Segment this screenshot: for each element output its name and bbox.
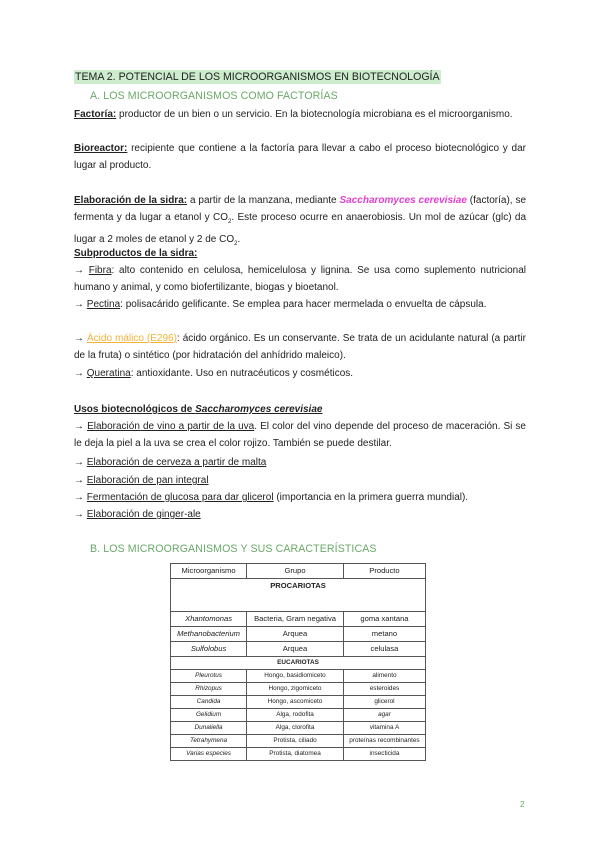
table-row	[171, 642, 426, 657]
table-cell: Hongo, zigomiceto	[247, 683, 344, 696]
table-cell: metano	[343, 627, 425, 642]
bioreactor-paragraph	[74, 140, 526, 174]
arrow-icon: →	[74, 421, 88, 432]
queratina-term: Queratina	[86, 368, 131, 379]
table-cell: Sulfolobus	[171, 642, 247, 657]
arrow-icon: →	[74, 333, 87, 344]
vino-text: . El color del vino depende del proceso de maceración. Si se le deja la piel a la uva se crea el color rojizo. También se puede destilar.	[74, 421, 526, 449]
table-cell: Arquea	[247, 627, 344, 642]
cerveza-term: Elaboración de cerveza a partir de malta	[86, 457, 267, 468]
table-row	[171, 748, 426, 761]
table-cell: Rhizopus	[171, 683, 247, 696]
table-cell: proteínas recombinantes	[343, 735, 425, 748]
cerveza-item	[74, 454, 526, 471]
arrow-icon: →	[74, 492, 87, 503]
acido-item	[74, 330, 526, 364]
subproductos-heading	[74, 245, 526, 262]
table-cell: Bacteria, Gram negativa	[247, 612, 344, 627]
procariotas-label: PROCARIOTAS	[171, 579, 426, 612]
page-title: TEMA 2. POTENCIAL DE LOS MICROORGANISMOS EN BIOTECNOLOGÍA	[75, 71, 440, 83]
bioreactor-text: recipiente que contiene a la factoría para llevar a cabo el proceso biotecnológico y dar lugar al producto.	[74, 143, 526, 171]
table-header-row	[171, 564, 426, 579]
section-a-heading: A. LOS MICROORGANISMOS COMO FACTORÍAS	[90, 90, 338, 102]
sidra-organism: Saccharomyces cerevisiae	[339, 195, 467, 206]
page-number: 2	[520, 800, 525, 809]
table-row	[171, 696, 426, 709]
table-cell: Protista, diatomea	[247, 748, 344, 761]
arrow-icon: →	[74, 475, 87, 486]
table-cell: celulasa	[343, 642, 425, 657]
table-row	[171, 670, 426, 683]
table-cell: goma xantana	[343, 612, 425, 627]
fibra-term: Fibra	[88, 265, 112, 276]
table-cell: Tetrahymena	[171, 735, 247, 748]
queratina-text: : antioxidante. Uso en nutracéuticos y cosméticos.	[130, 368, 354, 379]
acido-term: Ácido málico (E296)	[87, 333, 177, 344]
pectina-item	[74, 296, 526, 313]
table-header: Grupo	[247, 564, 344, 579]
table-cell: Hongo, ascomiceto	[247, 696, 344, 709]
glicerol-item	[74, 489, 526, 506]
factoria-term: Factoría:	[74, 109, 117, 120]
table-row	[171, 612, 426, 627]
arrow-icon: →	[74, 299, 87, 310]
table-row	[171, 627, 426, 642]
table-row	[171, 735, 426, 748]
table-cell: Methanobacterium	[171, 627, 247, 642]
table-cell: vitamina A	[343, 722, 425, 735]
sidra-text-3: . Este proceso ocurre en anaerobiosis. Un mol de azúcar (glc) da lugar a 2 moles de etanol y 2 de CO	[74, 212, 527, 245]
ginger-item	[74, 506, 526, 523]
sidra-term: Elaboración de la sidra:	[74, 195, 188, 206]
table-cell: Arquea	[247, 642, 344, 657]
table-row	[171, 683, 426, 696]
table-cell: Candida	[171, 696, 247, 709]
table-cell: esteroides	[343, 683, 425, 696]
fibra-item	[74, 262, 526, 296]
glicerol-term: Fermentación de glucosa para dar glicerol	[86, 492, 274, 503]
factoria-text: productor de un bien o un servicio. En la biotecnología microbiana es el microorganismo.	[116, 109, 513, 120]
table-cell: Pleurotus	[171, 670, 247, 683]
vino-term: Elaboración de vino a partir de la uva	[87, 421, 255, 432]
eucariotas-group-row	[171, 657, 426, 670]
table-cell: alimento	[343, 670, 425, 683]
queratina-item	[74, 365, 526, 382]
usos-heading	[74, 401, 526, 418]
sidra-text-4: .	[237, 234, 241, 245]
sidra-text-2: (factoría), se fermenta y da lugar a etanol y CO	[74, 195, 527, 223]
table-cell: Varias especies	[171, 748, 247, 761]
table-cell: Xhantomonas	[171, 612, 247, 627]
arrow-icon: →	[74, 509, 87, 520]
pan-term: Elaboración de pan integral	[86, 475, 209, 486]
table-cell: Hongo, basidiomiceto	[247, 670, 344, 683]
table-header: Microorganismo	[171, 564, 247, 579]
pectina-term: Pectina	[86, 299, 121, 310]
pan-item	[74, 472, 526, 489]
table-header: Producto	[343, 564, 425, 579]
usos-heading-organism: Saccharomyces cerevisiae	[195, 404, 323, 415]
sidra-text-1: a partir de la manzana, mediante	[187, 195, 340, 206]
table-cell: Alga, rodofita	[247, 709, 344, 722]
table-cell: insecticida	[343, 748, 425, 761]
table-cell: Protista, ciliado	[247, 735, 344, 748]
arrow-icon: →	[74, 368, 87, 379]
table-row	[171, 709, 426, 722]
acido-text: : ácido orgánico. Es un conservante. Se trata de un acidulante natural (a partir de la fruta) o sintético (por hidratación del anhídrido maleico).	[74, 333, 527, 361]
section-b-heading: B. LOS MICROORGANISMOS Y SUS CARACTERÍSTICAS	[90, 543, 377, 555]
bioreactor-term: Bioreactor:	[74, 143, 128, 154]
table-cell: agar	[343, 709, 425, 722]
table-cell: glicerol	[343, 696, 425, 709]
factoria-paragraph	[74, 106, 526, 123]
table-cell: Alga, clorofita	[247, 722, 344, 735]
arrow-icon: →	[74, 265, 89, 276]
sidra-paragraph	[74, 192, 526, 253]
subproductos-heading-text: Subproductos de la sidra:	[74, 248, 198, 259]
ginger-term: Elaboración de ginger-ale	[86, 509, 201, 520]
glicerol-text: (importancia en la primera guerra mundial).	[273, 492, 469, 503]
table-cell: Dunaliella	[171, 722, 247, 735]
table-row	[171, 722, 426, 735]
sidra-sub-2: 2	[234, 241, 238, 247]
sidra-sub-1: 2	[228, 219, 232, 225]
procariotas-group-row	[171, 579, 426, 612]
vino-item	[74, 418, 526, 452]
eucariotas-label: EUCARIOTAS	[171, 657, 426, 670]
fibra-text: : alto contenido en celulosa, hemicelulosa y lignina. Se usa como suplemento nutricional humano y animal, y como biofertilizante, biogas y bioetanol.	[74, 265, 527, 293]
arrow-icon: →	[74, 457, 87, 468]
usos-heading-text: Usos biotecnológicos de	[74, 404, 196, 415]
microorganisms-table	[170, 563, 426, 761]
table-cell: Gelidium	[171, 709, 247, 722]
pectina-text: : polisacárido gelificante. Se emplea para hacer mermelada o envuelta de cápsula.	[120, 299, 487, 310]
